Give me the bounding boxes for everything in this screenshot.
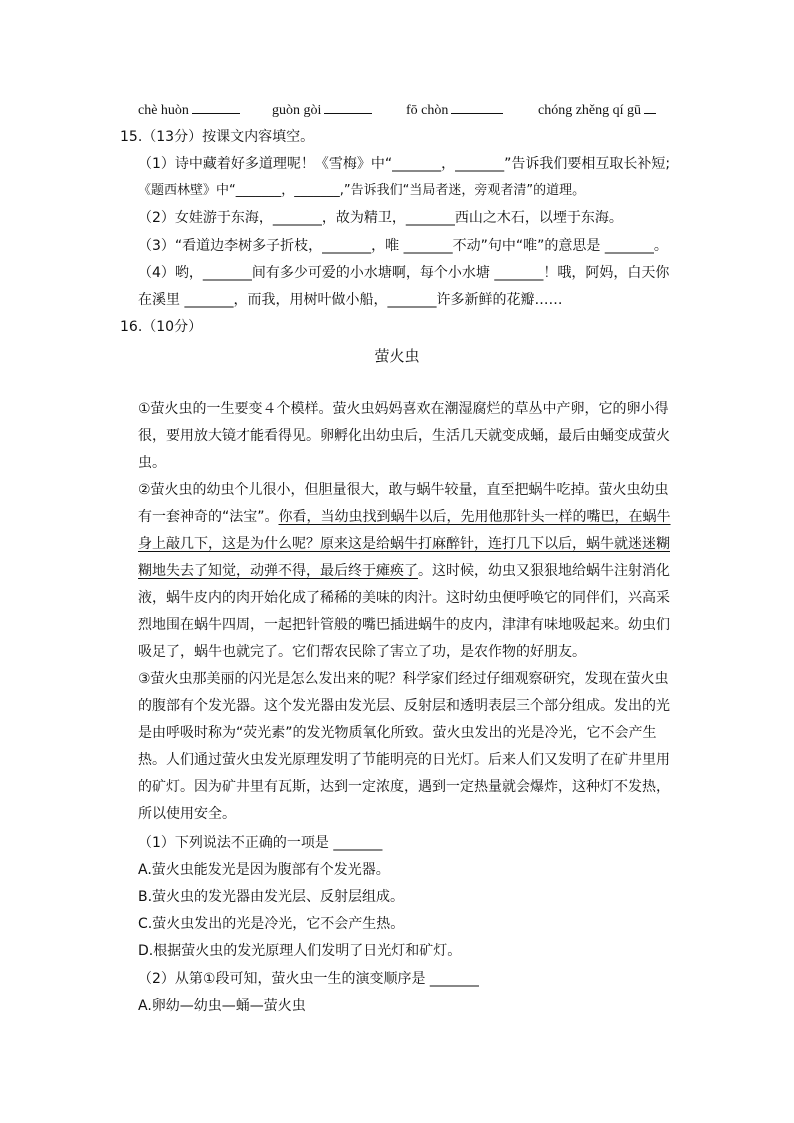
option-c[interactable]: C.萤火虫发出的光是冷光，它不会产生热。: [138, 916, 405, 932]
passage-line: 所以使用安全。: [138, 806, 236, 822]
answer-blank[interactable]: [324, 100, 372, 114]
q15-line: 《题西林壁》中“_______，_______,”告诉我们“当局者迷，旁观者清”的道理。: [138, 183, 586, 198]
passage-line: 热。人们通过萤火虫发光原理发明了节能明亮的日光灯。后来人们又发明了在矿井里用: [138, 752, 670, 768]
subquestion-2: （2）从第①段可知，萤火虫一生的演变顺序是 _______: [138, 971, 479, 987]
underlined-sentence: 糊地失去了知觉，动弹不得，最后终于瘫痪了: [138, 563, 418, 579]
passage-line: ②萤火虫的幼虫个儿很小，但胆量很大，敢与蜗牛较量，直至把蜗牛吃掉。萤火虫幼虫: [138, 482, 669, 498]
q15-line: （2）女娃游于东海，_______，故为精卫，_______西山之木石，以堙于东海。: [138, 210, 623, 226]
passage-title: 萤火虫: [374, 347, 420, 365]
passage-line: 的腹部有个发光器。这个发光器由发光层、反射层和透明表层三个部分组成。发出的光: [138, 698, 670, 714]
underlined-sentence: 你看，当幼虫找到蜗牛以后，先用他那针头一样的嘴巴，在蜗牛: [278, 509, 671, 525]
passage-line: 的矿灯。因为矿井里有瓦斯，达到一定浓度，遇到一定热量就会爆炸，这种灯不发热，: [138, 779, 670, 795]
passage-text: 有一套神奇的“法宝”。: [138, 509, 279, 525]
passage-line: [138, 508, 671, 526]
passage-line: 是由呼吸时称为“荧光素”的发光物质氧化所致。萤火虫发出的光是冷光，它不会产生: [138, 725, 657, 741]
answer-blank[interactable]: [192, 100, 240, 114]
pinyin-item: fō chòn: [406, 100, 503, 119]
option-a2[interactable]: A.卵幼—幼虫—蛹—萤火虫: [138, 998, 306, 1014]
pinyin-item: chóng zhěng qí gū: [538, 100, 656, 119]
pinyin-item: guòn gòi: [272, 100, 372, 119]
answer-blank[interactable]: [644, 100, 656, 114]
q15-line: 在溪里 _______，而我，用树叶做小船，_______许多新鲜的花瓣……: [138, 292, 563, 308]
q15-line: （3）“看道边李树多子折枝，_______，唯 _______不动”句中“唯”的意思是 _______。: [138, 238, 668, 254]
q15-line: （1）诗中藏着好多道理呢！《雪梅》中“_______，_______”告诉我们要相互取长补短;: [138, 156, 671, 172]
passage-line: 烈地围在蜗牛四周，一起把针管般的嘴巴插进蜗牛的皮内，津津有味地吸起来。幼虫们: [138, 617, 670, 633]
subquestion-1: （1）下列说法不正确的一项是 _______: [138, 835, 383, 851]
answer-blank[interactable]: [451, 100, 503, 114]
pinyin-item: chè huòn: [138, 100, 240, 119]
passage-line: 吸足了，蜗牛也就完了。它们帮农民除了害立了功，是农作物的好朋友。: [138, 644, 586, 660]
option-b[interactable]: B.萤火虫的发光器由发光层、反射层组成。: [138, 889, 405, 905]
option-a[interactable]: A.萤火虫能发光是因为腹部有个发光器。: [138, 862, 390, 878]
passage-line: [138, 535, 670, 553]
q15-header: 15.（13分）按课文内容填空。: [120, 129, 315, 145]
passage-line: 很，要用放大镜才能看得见。卵孵化出幼虫后，生活几天就变成蛹，最后由蛹变成萤火: [138, 428, 670, 444]
passage-text: 。这时候，幼虫又狠狠地给蜗牛注射消化: [418, 563, 670, 579]
pinyin-row: [0, 100, 794, 120]
passage-line: 虫。: [138, 455, 166, 471]
passage-line: ③萤火虫那美丽的闪光是怎么发出来的呢？科学家们经过仔细观察研究，发现在萤火虫: [138, 671, 669, 687]
passage-line: [138, 562, 670, 580]
q15-line: （4）哟，_______间有多少可爱的小水塘啊，每个小水塘 _______！哦，阿妈，白天你: [138, 265, 670, 281]
option-d[interactable]: D.根据萤火虫的发光原理人们发明了日光灯和矿灯。: [138, 943, 462, 959]
q16-header: 16.（10分）: [120, 319, 203, 335]
underlined-sentence: 身上敲几下，这是为什么呢？原来这是给蜗牛打麻醉针，连打几下以后，蜗牛就迷迷糊: [138, 536, 670, 552]
passage-line: 液，蜗牛皮内的肉开始化成了稀稀的美味的肉汁。这时幼虫便呼唤它的同伴们，兴高采: [138, 590, 670, 606]
passage-line: ①萤火虫的一生要变４个模样。萤火虫妈妈喜欢在潮湿腐烂的草丛中产卵，它的卵小得: [138, 401, 669, 417]
